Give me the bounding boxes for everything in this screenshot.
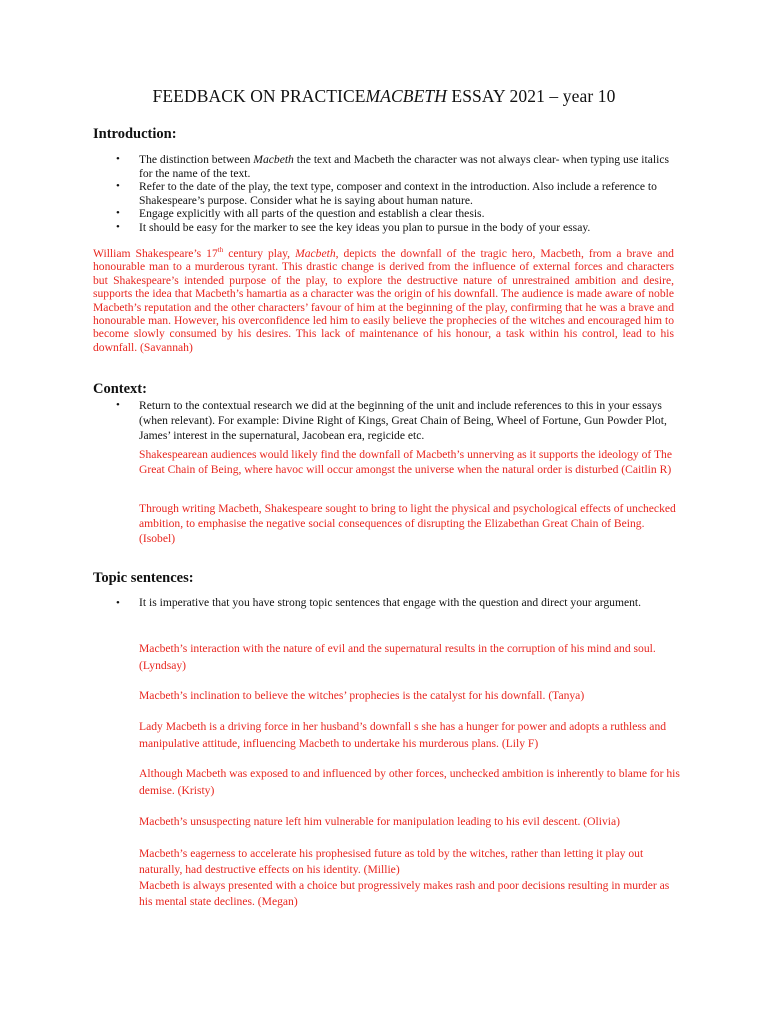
bullet-icon: •: [116, 399, 120, 411]
topic-example-7: Macbeth is always presented with a choice but progressively makes rash and poor decisions resulting in murder as his mental state declines. (Megan): [139, 879, 670, 908]
context-example-1: Shakespearean audiences would likely find the downfall of Macbeth’s unnerving as it supports the ideology of The Great Chain of Being, where havoc will occur amongst the universe when the natural order is disturbed (Caitlin R): [139, 448, 672, 476]
context-bullets: [0, 398, 684, 443]
document-title: [0, 86, 768, 107]
topic-bullets: [0, 595, 684, 612]
list-item: • It is imperative that you have strong topic sentences that engage with the question and direct your argument.: [0, 595, 684, 612]
topic-example-4: Although Macbeth was exposed to and influenced by other forces, unchecked ambition is inherently to blame for his demise. (Kristy): [139, 767, 680, 797]
title-prefix: FEEDBACK ON PRACTICE: [152, 86, 366, 106]
list-item: • The distinction between Macbeth the text and Macbeth the character was not always clear- when typing use italics for the name of the text.: [116, 153, 669, 180]
topic-example-2: Macbeth’s inclination to believe the witches’ prophecies is the catalyst for his downfall. (Tanya): [139, 689, 585, 702]
topic-example-6: Macbeth’s eagerness to accelerate his prophesised future as told by the witches, rather than letting it play out naturally, had destructive effects on his identity. (Millie): [139, 847, 644, 876]
list-item: • Return to the contextual research we did at the beginning of the unit and include references to this in your essays (when relevant). For example: Divine Right of Kings, Great Chain of Being, Wheel of Fortune, Gun Powder Plot, James’ interest in the supernatural, Jacobean era, regicide etc.: [116, 399, 667, 442]
topic-example-3: Lady Macbeth is a driving force in her husband’s downfall s she has a hunger for power and adopts a ruthless and manipulative attitude, influencing Macbeth to undertake his murderous plans. (Lily F): [139, 720, 667, 750]
context-example-2: Through writing Macbeth, Shakespeare sought to bring to light the physical and psychological effects of unchecked ambition, to emphasise the negative social consequences of disrupting the Elizabethan Great Chain of Being. (Isobel): [139, 502, 676, 545]
bullet-icon: •: [116, 220, 120, 233]
topic-example-1: Macbeth’s interaction with the nature of evil and the supernatural results in the corruption of his mind and soul. (Lyndsay): [139, 642, 656, 672]
introduction-bullets: [0, 153, 684, 234]
bullet-icon: •: [116, 207, 120, 219]
context-heading: Context:: [93, 381, 147, 397]
title-suffix: ESSAY 2021 – year 10: [446, 86, 616, 106]
bullet-icon: •: [116, 180, 120, 192]
topic-example-5: Macbeth’s unsuspecting nature left him vulnerable for manipulation leading to his evil descent. (Olivia): [139, 815, 621, 828]
introduction-example: William Shakespeare’s 17th century play, Macbeth, depicts the downfall of the tragic hero, Macbeth, from a brave and honourable man to a murderous tyrant. This drastic change is derived from the influence of external forces and characters but Shakespeare’s intended purpose of the play, to explore the destructive nature of unrestrained ambition and desire, supports the idea that Macbeth’s hamartia as a character was the origin of his downfall. The audience is made aware of noble Macbeth’s reputation and the other characters’ favour of him at the beginning of the play, confirming that he was a brave and honourable man. However, his overconfidence led him to easily believe the prophecies of the witches and encouraged him to become slowly consumed by his desires. This lack of maintenance of his honour, a task within his control, lead to his downfall. (Savannah): [93, 246, 674, 354]
bullet-icon: •: [116, 153, 120, 165]
topic-heading: Topic sentences:: [93, 570, 194, 586]
introduction-heading: Introduction:: [93, 126, 177, 142]
list-item: • Refer to the date of the play, the text type, composer and context in the introduction. Also include a reference to Shakespeare’s purpose. Consider what he is saying about human nature.: [116, 180, 657, 207]
bullet-icon: •: [116, 597, 120, 609]
title-italic: MACBETH: [365, 86, 447, 106]
list-item: • Engage explicitly with all parts of the question and establish a clear thesis.: [116, 207, 485, 220]
list-item: • It should be easy for the marker to see the key ideas you plan to pursue in the body of your essay.: [116, 220, 591, 234]
